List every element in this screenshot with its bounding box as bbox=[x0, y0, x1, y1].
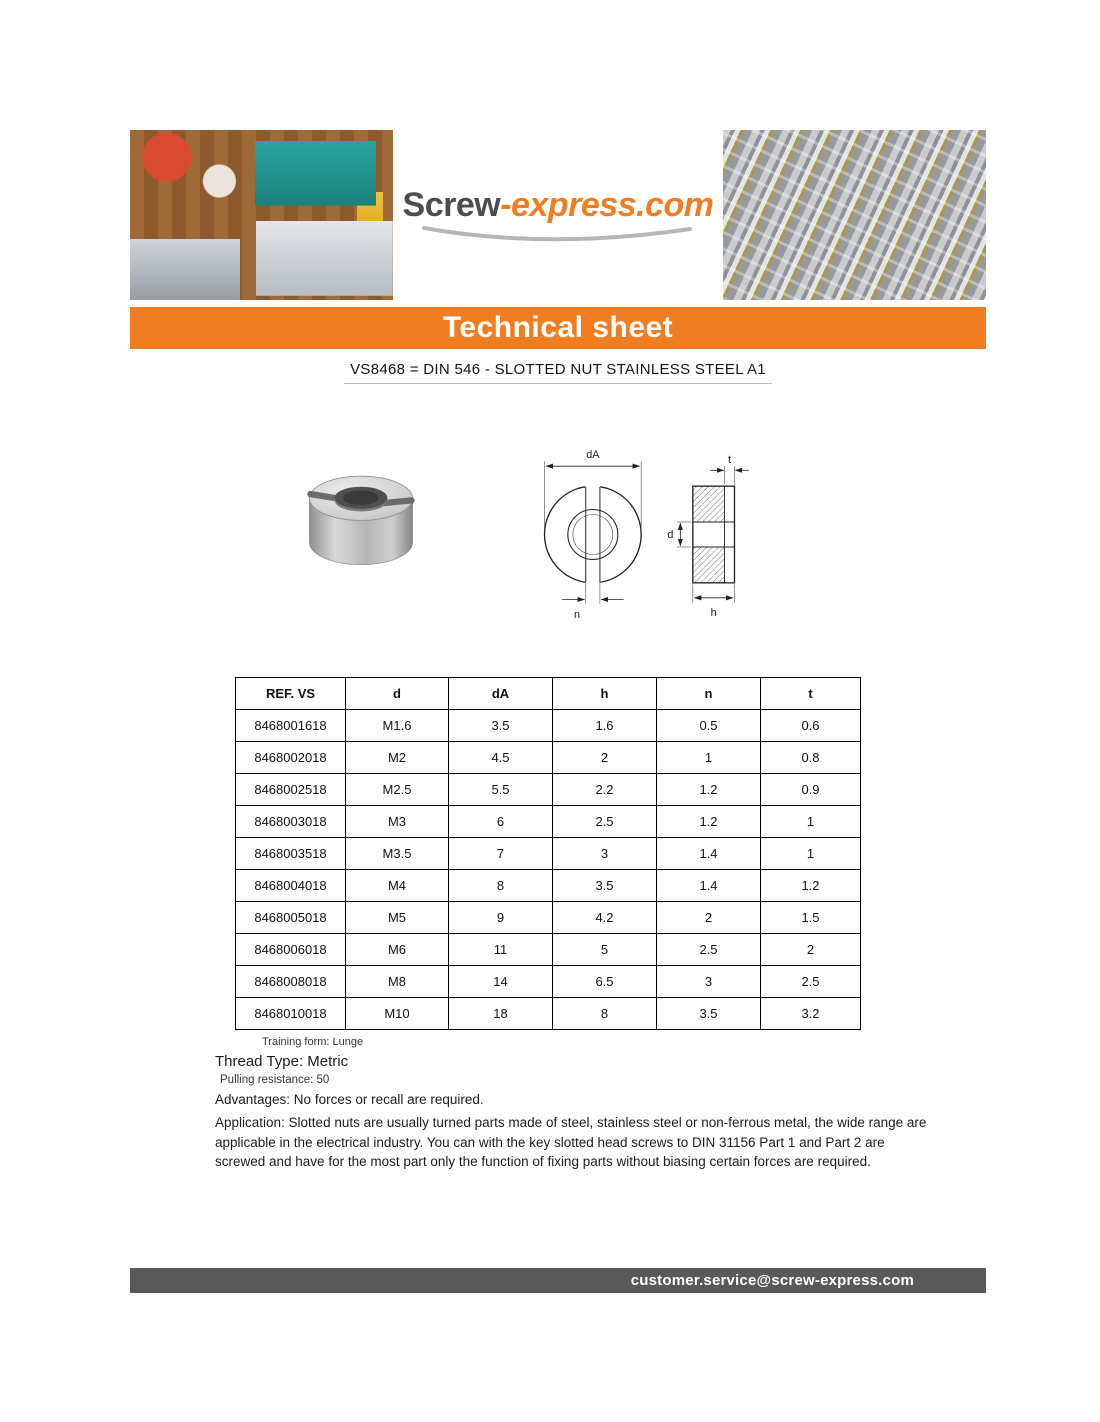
table-cell: 8468005018 bbox=[236, 902, 346, 934]
spec-table bbox=[235, 677, 861, 1030]
table-cell: 4.2 bbox=[553, 902, 657, 934]
footer-email: customer.service@screw-express.com bbox=[630, 1272, 914, 1289]
screws-photo bbox=[723, 130, 986, 300]
table-row bbox=[236, 966, 861, 998]
table-cell: 8468001618 bbox=[236, 710, 346, 742]
table-cell: 3.5 bbox=[657, 998, 761, 1030]
table-cell: M4 bbox=[346, 870, 449, 902]
table-cell: 5 bbox=[553, 934, 657, 966]
table-cell: 2 bbox=[657, 902, 761, 934]
table-cell: M6 bbox=[346, 934, 449, 966]
table-cell: 2.5 bbox=[761, 966, 861, 998]
technical-drawing bbox=[522, 432, 772, 637]
table-cell: 8468006018 bbox=[236, 934, 346, 966]
table-cell: 8468003018 bbox=[236, 806, 346, 838]
advantages-line: Advantages: No forces or recall are required. bbox=[215, 1092, 484, 1107]
table-cell: 8468003518 bbox=[236, 838, 346, 870]
table-row bbox=[236, 870, 861, 902]
table-cell: M1.6 bbox=[346, 710, 449, 742]
table-cell: 2.5 bbox=[657, 934, 761, 966]
workbench-photo bbox=[130, 130, 393, 300]
table-cell: 2 bbox=[553, 742, 657, 774]
application-paragraph: Application: Slotted nuts are usually turned parts made of steel, stainless steel or non-ferrous metal, the wide range are applicable in the electrical industry. You can with the key slotted head screws to DIN 31156 Part 1 and Part 2 are screwed and have for the most part only the function of fixing parts without biasing certain forces are required. bbox=[215, 1115, 927, 1170]
table-cell: 5.5 bbox=[449, 774, 553, 806]
brand-logo-part1: Screw bbox=[402, 186, 501, 224]
table-header-cell: n bbox=[657, 678, 761, 710]
technical-sheet-title: Technical sheet bbox=[442, 311, 674, 344]
pulling-resistance-line: Pulling resistance: 50 bbox=[220, 1074, 330, 1086]
table-cell: 2.2 bbox=[553, 774, 657, 806]
table-cell: 6 bbox=[449, 806, 553, 838]
table-row bbox=[236, 838, 861, 870]
table-cell: 0.6 bbox=[761, 710, 861, 742]
table-row bbox=[236, 998, 861, 1030]
document-title-wrap bbox=[130, 361, 986, 384]
table-row bbox=[236, 934, 861, 966]
table-header-cell: REF. VS bbox=[236, 678, 346, 710]
technical-sheet-band bbox=[130, 307, 986, 349]
table-cell: 8 bbox=[449, 870, 553, 902]
details-block bbox=[130, 1036, 986, 1172]
footer-bar bbox=[130, 1268, 986, 1293]
table-cell: M5 bbox=[346, 902, 449, 934]
table-cell: 4.5 bbox=[449, 742, 553, 774]
table-cell: 1.2 bbox=[657, 774, 761, 806]
table-cell: 0.5 bbox=[657, 710, 761, 742]
dim-label-d: d bbox=[667, 528, 674, 541]
logo-swoosh bbox=[418, 224, 698, 242]
table-cell: M3 bbox=[346, 806, 449, 838]
dim-label-t: t bbox=[727, 453, 732, 466]
illustrations-row bbox=[130, 432, 986, 677]
table-cell: 3.5 bbox=[553, 870, 657, 902]
table-cell: 3.2 bbox=[761, 998, 861, 1030]
brand-logo-area bbox=[393, 130, 723, 300]
table-header-cell: dA bbox=[449, 678, 553, 710]
table-row bbox=[236, 806, 861, 838]
spec-table-body bbox=[236, 710, 861, 1030]
table-cell: 1 bbox=[761, 806, 861, 838]
brand-logo bbox=[403, 188, 714, 222]
table-cell: 0.9 bbox=[761, 774, 861, 806]
table-cell: 3 bbox=[553, 838, 657, 870]
table-cell: 1.4 bbox=[657, 870, 761, 902]
thread-type-line: Thread Type: Metric bbox=[215, 1053, 349, 1070]
table-cell: 6.5 bbox=[553, 966, 657, 998]
table-cell: 7 bbox=[449, 838, 553, 870]
table-cell: 1 bbox=[761, 838, 861, 870]
brand-logo-part2: -express.com bbox=[500, 186, 714, 224]
table-row bbox=[236, 902, 861, 934]
table-cell: 11 bbox=[449, 934, 553, 966]
table-cell: 1.5 bbox=[761, 902, 861, 934]
table-cell: 18 bbox=[449, 998, 553, 1030]
training-form-line: Training form: Lunge bbox=[262, 1036, 364, 1048]
table-cell: M2 bbox=[346, 742, 449, 774]
table-cell: 8 bbox=[553, 998, 657, 1030]
table-cell: 8468002018 bbox=[236, 742, 346, 774]
document-title: VS8468 = DIN 546 - SLOTTED NUT STAINLESS STEEL A1 bbox=[344, 361, 772, 384]
table-cell: 1.2 bbox=[761, 870, 861, 902]
table-cell: 3.5 bbox=[449, 710, 553, 742]
table-cell: 1 bbox=[657, 742, 761, 774]
table-cell: M2.5 bbox=[346, 774, 449, 806]
table-cell: 8468002518 bbox=[236, 774, 346, 806]
table-cell: 1.6 bbox=[553, 710, 657, 742]
table-row bbox=[236, 742, 861, 774]
table-cell: M10 bbox=[346, 998, 449, 1030]
table-cell: 14 bbox=[449, 966, 553, 998]
table-cell: M3.5 bbox=[346, 838, 449, 870]
table-cell: 8468004018 bbox=[236, 870, 346, 902]
table-cell: 1.2 bbox=[657, 806, 761, 838]
table-cell: 3 bbox=[657, 966, 761, 998]
table-row bbox=[236, 710, 861, 742]
table-cell: 9 bbox=[449, 902, 553, 934]
page-content bbox=[130, 130, 986, 1172]
table-header-cell: t bbox=[761, 678, 861, 710]
table-cell: 0.8 bbox=[761, 742, 861, 774]
header-banner bbox=[130, 130, 986, 300]
table-cell: 2.5 bbox=[553, 806, 657, 838]
table-cell: 8468008018 bbox=[236, 966, 346, 998]
table-cell: M8 bbox=[346, 966, 449, 998]
table-header-cell: d bbox=[346, 678, 449, 710]
table-cell: 2 bbox=[761, 934, 861, 966]
slotted-nut-photo bbox=[282, 432, 440, 592]
table-header-cell: h bbox=[553, 678, 657, 710]
dim-label-n: n bbox=[573, 608, 581, 621]
table-row bbox=[236, 774, 861, 806]
dim-label-dA: dA bbox=[586, 448, 600, 461]
table-header-row bbox=[236, 678, 861, 710]
table-cell: 8468010018 bbox=[236, 998, 346, 1030]
table-cell: 1.4 bbox=[657, 838, 761, 870]
dim-label-h: h bbox=[710, 607, 717, 620]
